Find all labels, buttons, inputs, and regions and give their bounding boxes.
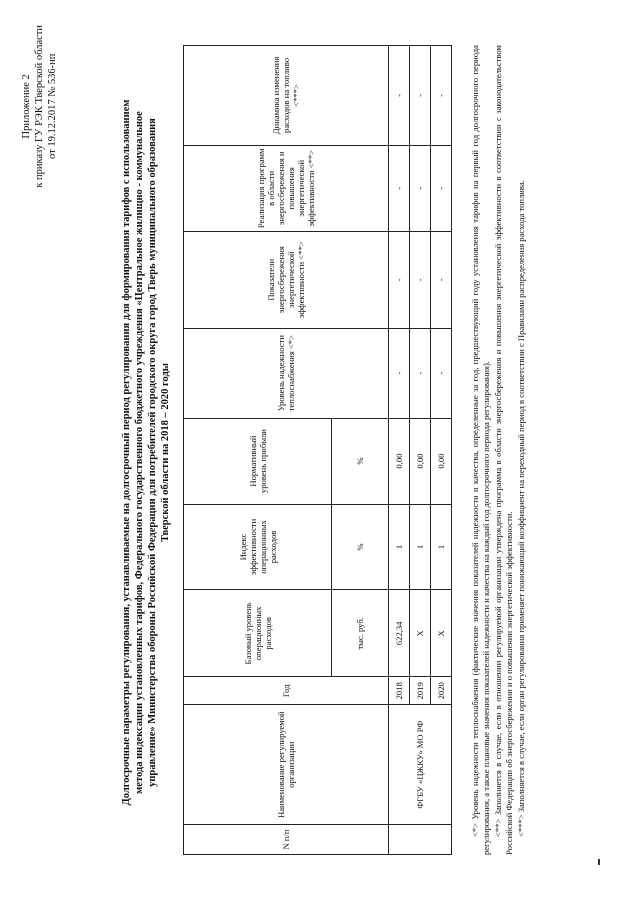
cell-reliability: - (410, 328, 431, 418)
appendix-block (20, 25, 59, 188)
cell-index: 1 (431, 504, 452, 590)
row-num (389, 825, 452, 855)
header-fuel: Динамика изменения расходов на топливо <***> (184, 46, 389, 146)
cell-reliability: - (431, 328, 452, 418)
header-num: N п/п (184, 825, 389, 855)
title-line-4: Тверской области на 2018 – 2020 годы (160, 362, 171, 543)
org-name: ФГБУ «ЦЖКУ» МО РФ (389, 705, 452, 825)
cell-program: - (431, 145, 452, 231)
header-index: Индекс эффективности операционных расходов (184, 504, 332, 590)
cell-energy: - (431, 231, 452, 328)
unit-index: % (332, 504, 389, 590)
appendix-line-1: Приложение 2 (21, 74, 32, 139)
title-line-2: метода индексации установленных тарифов, Федерального государственного бюджетного учреждения «Центральное жилищно - коммунальное (134, 111, 145, 794)
title-line-1: Долгосрочные параметры регулирования, устанавливаемые на долгосрочный период регулирования для формирования тарифов с использованием (121, 99, 132, 806)
cell-base: X (410, 590, 431, 677)
cell-year: 2019 (410, 677, 431, 705)
header-program: Реализация программ в области энергосбережения и повышения энергетической эффективности <**> (184, 145, 389, 231)
footnotes (470, 45, 528, 855)
cell-base: X (431, 590, 452, 677)
cell-energy: - (389, 231, 410, 328)
parameters-table (183, 45, 452, 855)
cell-year: 2018 (389, 677, 410, 705)
header-energy-indicators: Показатели энергосбережения энергетической эффективности <**> (184, 231, 389, 328)
header-base: Базовый уровень операционных расходов (184, 590, 332, 677)
cell-energy: - (410, 231, 431, 328)
cell-fuel: - (410, 46, 431, 146)
cell-base: 622,34 (389, 590, 410, 677)
footnote-3: <***> Заполняется в случае, если орган регулирования применяет понижающий коэффициент на переходный период в соответствии с Правилами распределения расхода топлива. (516, 180, 526, 837)
cell-profit: 0,00 (389, 418, 410, 504)
header-profit: Нормативный уровень прибыли (184, 418, 332, 504)
header-reliability: Уровень надежности теплоснабжения <*> (184, 328, 389, 418)
header-org: Наименование регулируемой организации (184, 705, 389, 825)
cell-profit: 0,00 (410, 418, 431, 504)
appendix-line-2: к приказу ГУ РЭК Тверской области (34, 25, 45, 188)
cell-index: 1 (389, 504, 410, 590)
footnote-1: <*> Уровень надежности теплоснабжения (фактические значения показателей надежности и качества, определенные за год, предшествующий году установления тарифов на первый год долгосрочного периода регулирования, а также плановые значения показателей надежности и качества на каждый год долгосрочного периода регулирования). (470, 45, 491, 855)
cell-program: - (389, 145, 410, 231)
appendix-line-3: от 19.12.2017 № 536-нп (47, 53, 58, 159)
header-row (184, 46, 332, 855)
footnote-2: <**> Заполняется в случае, если в отношении регулируемой организации утверждена программа в области энергосбережения и повышения энергетической эффективности в соответствии с законодательством Российской Федерации об энергосбережении и о повышении энергетической эффективности. (493, 45, 514, 855)
unit-profit: % (332, 418, 389, 504)
title-line-3: управление» Министерства обороны Российской Федерации для потребителей городского округа город Тверь муниципального образования (147, 118, 158, 787)
header-year: Год (184, 677, 389, 705)
scan-mark (598, 859, 600, 865)
cell-reliability: - (389, 328, 410, 418)
cell-profit: 0,00 (431, 418, 452, 504)
cell-index: 1 (410, 504, 431, 590)
cell-fuel: - (431, 46, 452, 146)
document-title (120, 70, 172, 835)
cell-fuel: - (389, 46, 410, 146)
cell-year: 2020 (431, 677, 452, 705)
table-row (389, 46, 410, 855)
cell-program: - (410, 145, 431, 231)
unit-base: тыс. руб. (332, 590, 389, 677)
